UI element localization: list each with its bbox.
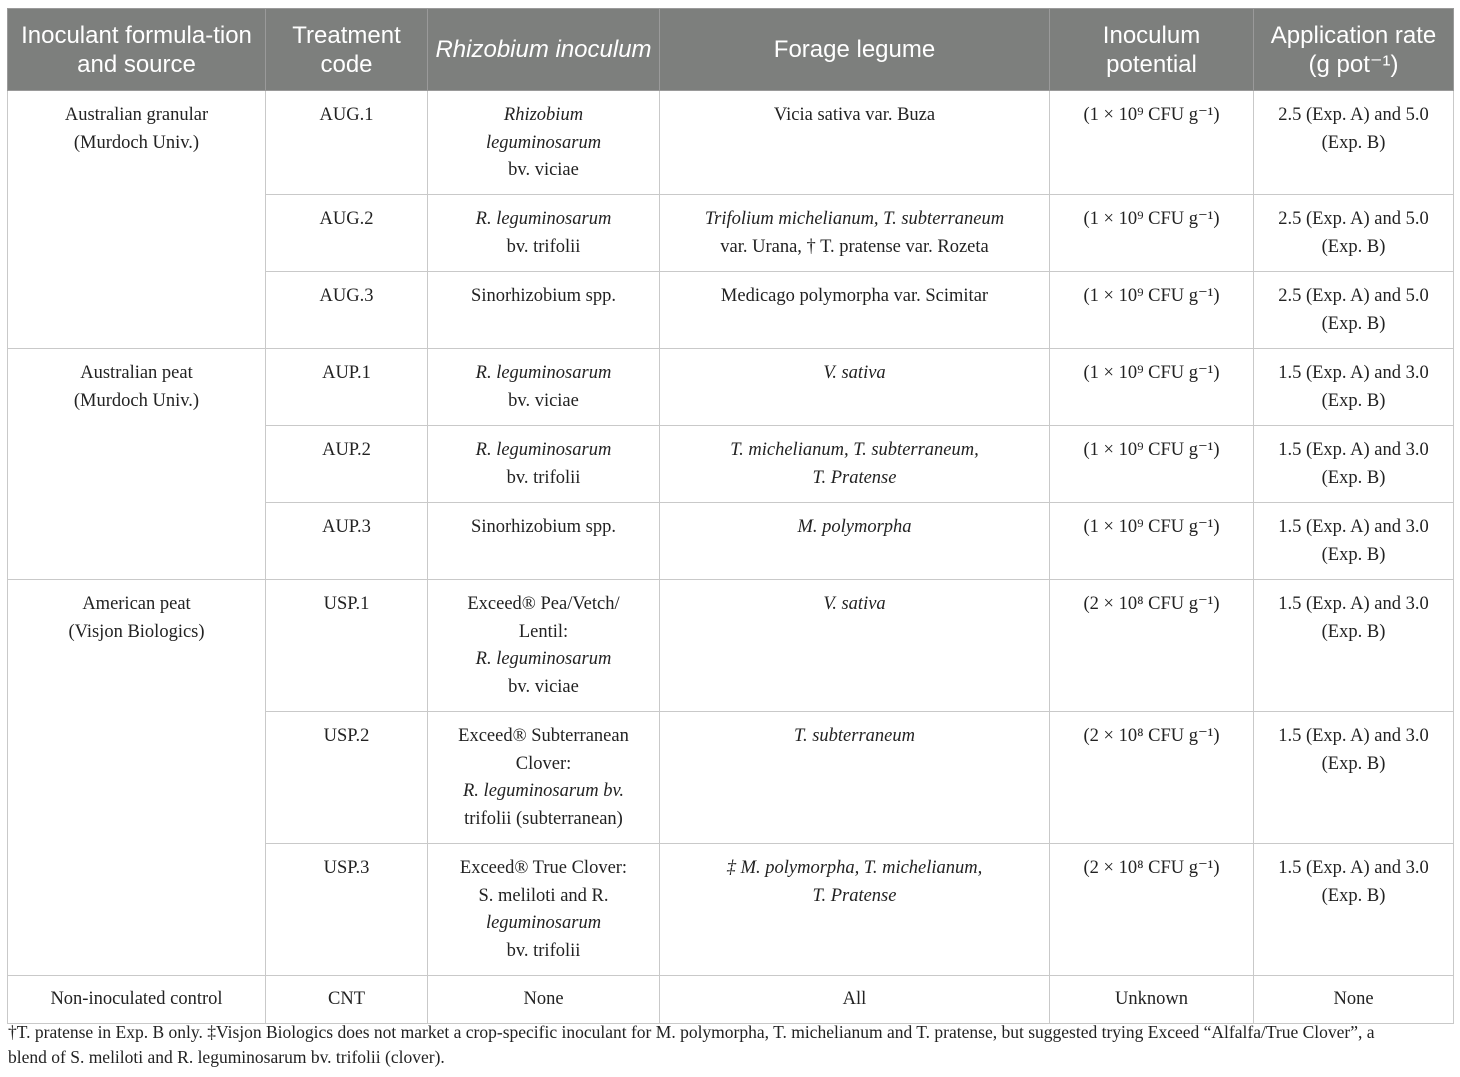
inoculum-potential: (2 × 10⁸ CFU g⁻¹) bbox=[1050, 580, 1254, 712]
legume-cell bbox=[660, 580, 1050, 712]
rate-line: (Exp. B) bbox=[1321, 390, 1386, 411]
treatment-code: USP.1 bbox=[266, 580, 428, 712]
inoculum-potential: (1 × 10⁹ CFU g⁻¹) bbox=[1050, 503, 1254, 580]
rate-cell bbox=[1254, 503, 1454, 580]
rate-line: 1.5 (Exp. A) and 3.0 bbox=[1278, 440, 1429, 460]
rate-line: (Exp. B) bbox=[1321, 621, 1386, 642]
footnote-line: †T. pratense in Exp. B only. ‡Visjon Biologics does not market a crop-specific inoculant for M. polymorpha, T. michelianum and T. pratense, but suggested trying Exceed “Alfalfa/True Clover”, a bbox=[8, 1022, 1375, 1042]
rate-line: (Exp. B) bbox=[1321, 236, 1386, 257]
legume-cell bbox=[660, 503, 1050, 580]
inoculum-cell bbox=[428, 195, 660, 272]
inoculum-line: Exceed® True Clover: bbox=[459, 858, 628, 878]
rate-line: 1.5 (Exp. A) and 3.0 bbox=[1278, 858, 1429, 878]
rate-line: 1.5 (Exp. A) and 3.0 bbox=[1278, 517, 1429, 537]
rate-cell bbox=[1254, 580, 1454, 712]
treatment-code: USP.3 bbox=[266, 844, 428, 976]
inoculum-line: S. meliloti and R. bbox=[478, 885, 609, 906]
inoculum-line: bv. viciae bbox=[508, 676, 579, 697]
inoculum-line: R. leguminosarum bv. bbox=[463, 781, 624, 801]
group-source: (Visjon Biologics) bbox=[68, 621, 205, 642]
control-rate: None bbox=[1254, 976, 1454, 1024]
inoculum-line: leguminosarum bbox=[485, 913, 602, 933]
rate-cell bbox=[1254, 91, 1454, 195]
inoculum-line: R. leguminosarum bbox=[475, 649, 612, 669]
inoculum-line: bv. trifolii bbox=[506, 236, 581, 257]
rate-cell bbox=[1254, 844, 1454, 976]
group-source: (Murdoch Univ.) bbox=[73, 132, 200, 153]
header-inoculum-potential: Inoculum potential bbox=[1050, 9, 1254, 91]
inoculum-line: leguminosarum bbox=[485, 132, 602, 153]
rate-line: (Exp. B) bbox=[1321, 313, 1386, 334]
inoculum-potential: (1 × 10⁹ CFU g⁻¹) bbox=[1050, 91, 1254, 195]
legume-cell bbox=[660, 844, 1050, 976]
legume-line: M. polymorpha bbox=[797, 517, 912, 537]
rate-line: (Exp. B) bbox=[1321, 544, 1386, 565]
inoculum-cell bbox=[428, 349, 660, 426]
legume-cell bbox=[660, 349, 1050, 426]
control-potential: Unknown bbox=[1050, 976, 1254, 1024]
group-name: Australian granular bbox=[64, 105, 209, 125]
inoculum-line: Sinorhizobium spp. bbox=[471, 286, 616, 306]
table-row bbox=[8, 580, 1454, 712]
rate-cell bbox=[1254, 426, 1454, 503]
inoculum-line: trifolii (subterranean) bbox=[464, 808, 623, 829]
inoculum-potential: (1 × 10⁹ CFU g⁻¹) bbox=[1050, 426, 1254, 503]
control-legume: All bbox=[660, 976, 1050, 1024]
rate-line: 1.5 (Exp. A) and 3.0 bbox=[1278, 726, 1429, 746]
legume-line: ‡ M. polymorpha, T. michelianum, bbox=[726, 858, 983, 878]
legume-line: Trifolium michelianum, T. subterraneum bbox=[704, 209, 1005, 229]
header-treatment-code: Treatment code bbox=[266, 9, 428, 91]
group-name: Australian peat bbox=[80, 363, 193, 383]
control-inoculum: None bbox=[428, 976, 660, 1024]
inoculum-line: bv. trifolii bbox=[506, 467, 581, 488]
header-forage-legume: Forage legume bbox=[660, 9, 1050, 91]
footnote-line: blend of S. meliloti and R. leguminosarum bv. trifolii (clover). bbox=[8, 1047, 445, 1067]
control-code: CNT bbox=[266, 976, 428, 1024]
control-row bbox=[8, 976, 1454, 1024]
rate-cell bbox=[1254, 195, 1454, 272]
inoculum-potential: (1 × 10⁹ CFU g⁻¹) bbox=[1050, 195, 1254, 272]
inoculum-line: Lentil: bbox=[518, 621, 569, 642]
header-rhizobium-inoculum bbox=[428, 9, 660, 91]
group-source: (Murdoch Univ.) bbox=[73, 390, 200, 411]
rate-line: 2.5 (Exp. A) and 5.0 bbox=[1278, 209, 1429, 229]
treatment-code: AUP.2 bbox=[266, 426, 428, 503]
treatment-code: AUP.1 bbox=[266, 349, 428, 426]
treatment-code: AUG.1 bbox=[266, 91, 428, 195]
header-formulation: Inoculant formula-tion and source bbox=[8, 9, 266, 91]
inoculum-cell bbox=[428, 844, 660, 976]
rate-line: 2.5 (Exp. A) and 5.0 bbox=[1278, 105, 1429, 125]
rate-line: (Exp. B) bbox=[1321, 132, 1386, 153]
legume-cell bbox=[660, 426, 1050, 503]
rate-cell bbox=[1254, 349, 1454, 426]
inoculum-line: Clover: bbox=[515, 753, 572, 774]
inoculum-line: Exceed® Pea/Vetch/ bbox=[467, 594, 620, 614]
legume-cell bbox=[660, 91, 1050, 195]
header-row bbox=[8, 9, 1454, 91]
group-cell bbox=[8, 91, 266, 349]
rate-line: (Exp. B) bbox=[1321, 885, 1386, 906]
rate-line: (Exp. B) bbox=[1321, 467, 1386, 488]
treatment-code: AUP.3 bbox=[266, 503, 428, 580]
inoculum-potential: (1 × 10⁹ CFU g⁻¹) bbox=[1050, 272, 1254, 349]
rate-cell bbox=[1254, 712, 1454, 844]
rate-line: 1.5 (Exp. A) and 3.0 bbox=[1278, 363, 1429, 383]
legume-line: T. subterraneum bbox=[794, 726, 915, 746]
control-group: Non-inoculated control bbox=[8, 976, 266, 1024]
inoculum-line: Exceed® Subterranean bbox=[458, 726, 629, 746]
inoculum-line: bv. viciae bbox=[508, 390, 579, 411]
inoculum-potential: (2 × 10⁸ CFU g⁻¹) bbox=[1050, 844, 1254, 976]
inoculum-cell bbox=[428, 272, 660, 349]
group-cell bbox=[8, 349, 266, 580]
legume-cell bbox=[660, 712, 1050, 844]
table-row bbox=[8, 349, 1454, 426]
inoculum-cell bbox=[428, 503, 660, 580]
legume-line: V. sativa bbox=[823, 594, 886, 614]
group-cell bbox=[8, 580, 266, 976]
inoculum-line: Rhizobium bbox=[503, 105, 584, 125]
legume-line: T. michelianum, T. subterraneum, bbox=[730, 440, 979, 460]
legume-cell bbox=[660, 195, 1050, 272]
legume-line: T. Pratense bbox=[812, 467, 897, 488]
treatment-code: AUG.3 bbox=[266, 272, 428, 349]
inoculum-line: R. leguminosarum bbox=[475, 363, 612, 383]
inoculum-cell bbox=[428, 712, 660, 844]
rate-line: 2.5 (Exp. A) and 5.0 bbox=[1278, 286, 1429, 306]
group-name: American peat bbox=[82, 594, 191, 614]
table-row bbox=[8, 91, 1454, 195]
legume-cell bbox=[660, 272, 1050, 349]
inoculum-cell bbox=[428, 91, 660, 195]
inoculum-cell bbox=[428, 580, 660, 712]
header-rhizobium-inoculum-text: Rhizobium inoculum bbox=[435, 36, 652, 63]
legume-line: Vicia sativa var. Buza bbox=[773, 105, 936, 125]
inoculum-potential: (1 × 10⁹ CFU g⁻¹) bbox=[1050, 349, 1254, 426]
legume-line: var. Urana, † T. pratense var. Rozeta bbox=[720, 236, 989, 257]
inoculum-potential: (2 × 10⁸ CFU g⁻¹) bbox=[1050, 712, 1254, 844]
legume-line: T. Pratense bbox=[812, 885, 897, 906]
treatment-code: AUG.2 bbox=[266, 195, 428, 272]
inoculum-line: R. leguminosarum bbox=[475, 209, 612, 229]
inoculum-line: bv. viciae bbox=[508, 160, 579, 180]
table-footnote bbox=[8, 1020, 1452, 1070]
inoculum-line: bv. trifolii bbox=[506, 940, 581, 961]
inoculant-table bbox=[7, 8, 1454, 1024]
rate-cell bbox=[1254, 272, 1454, 349]
rate-line: 1.5 (Exp. A) and 3.0 bbox=[1278, 594, 1429, 614]
inoculum-line: R. leguminosarum bbox=[475, 440, 612, 460]
header-application-rate: Application rate (g pot⁻¹) bbox=[1254, 9, 1454, 91]
legume-line: V. sativa bbox=[823, 363, 886, 383]
inoculum-line: Sinorhizobium spp. bbox=[471, 517, 616, 537]
inoculum-cell bbox=[428, 426, 660, 503]
rate-line: (Exp. B) bbox=[1321, 753, 1386, 774]
treatment-code: USP.2 bbox=[266, 712, 428, 844]
legume-line: Medicago polymorpha var. Scimitar bbox=[720, 286, 989, 306]
